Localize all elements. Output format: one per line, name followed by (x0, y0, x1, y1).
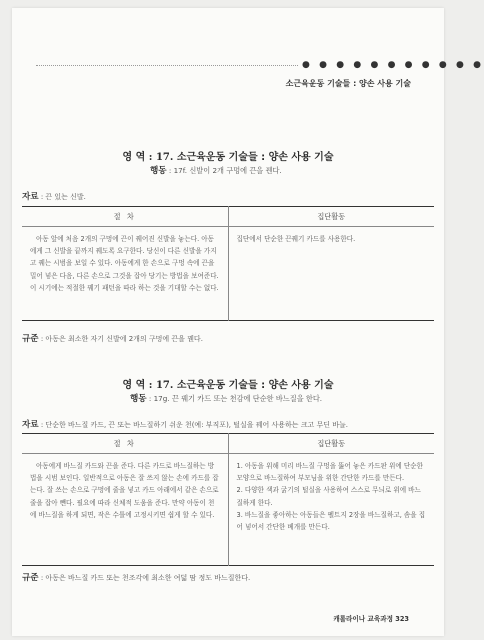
section-2-group-header: 집단활동 (228, 434, 434, 454)
section-2-materials-label: 자료 (22, 420, 39, 430)
section-1-table (22, 206, 434, 321)
section-2-procedure-text: 아동에게 바느질 카드와 끈을 준다. 다른 카드로 바느질하는 방법을 시범 보인다. 일반적으로 아동은 잘 쓰지 않는 손에 카드를 잡는다. 잘 쓰는 손으로 구멍에 줄을 넣고 카드 아래에서 같은 손으로 줄을 잡아 뺀다. 필요에 따라 신체적 도움을 준다. 만약 아동이 천에 바느질을 하게 되면, 작은 수틀에 고정시키면 쉽게 할 수 있다. (30, 462, 219, 519)
section-1-goal (150, 164, 282, 176)
section-2-domain: 소근육운동 기술들 : 양손 사용 기술 (176, 380, 334, 391)
section-1-domain: 소근육운동 기술들 : 양손 사용 기술 (176, 152, 334, 163)
section-2-goal-label: 행동 (130, 394, 147, 404)
section-2-criterion-text: : 아동은 바느질 카드 또는 천조각에 최소한 여덟 땀 정도 바느질한다. (40, 574, 251, 582)
header-bullet-row: ● ● ● ● ● ● ● ● ● ● ● (302, 60, 484, 70)
section-1-materials (22, 190, 86, 202)
section-1-group-header: 집단활동 (228, 207, 434, 227)
section-2-criterion (22, 571, 250, 583)
section-1-criterion-label: 규준 (22, 334, 39, 344)
section-1-group-cell (228, 227, 434, 321)
section-2-procedure-header: 절 차 (22, 434, 228, 454)
section-2-goal (130, 392, 322, 404)
section-2-procedure-cell (22, 454, 228, 566)
section-1-number: 영 역 : 17. (122, 152, 174, 163)
section-1-procedure-cell (22, 227, 228, 321)
section-2-table (22, 433, 434, 566)
section-2-number: 영 역 : 17. (122, 380, 174, 391)
section-1-goal-text: : 17f. 신발이 2개 구멍에 끈을 꿴다. (168, 166, 282, 175)
running-header: 소근육운동 기술들 : 양손 사용 기술 (285, 79, 411, 88)
section-1-goal-label: 행동 (150, 166, 167, 176)
section-1-materials-text: : 끈 있는 신발. (40, 193, 86, 201)
section-1-group-text: 집단에서 단순한 끈꿰기 카드를 사용한다. (236, 235, 356, 243)
section-1-title (12, 148, 444, 163)
section-1-procedure-text: 아동 앞에 처음 2개의 구멍에 끈이 꿰어진 신발을 놓는다. 아동에게 그 신발을 끝까지 꿰도록 요구한다. 당신이 다른 신발을 가지고 꿰는 시범을 보일 수 있다. 아동에게 한 손으로 구멍 속에 끈을 밀어 넣은 다음, 다른 손으로 그것을 잡아 당기는 방법을 보여준다. 이 시기에는 적절한 꿰기 패턴을 따라 하는 것을 기대할 수는 없다. (30, 235, 219, 292)
section-2-group-item: 1. 아동을 위해 미리 바느질 구멍을 뚫어 놓은 카드판 위에 단순한 모양으로 바느질하여 부모님을 위한 간단한 카드를 만든다. (236, 462, 423, 483)
page-footer: 캐롤라이나 교육과정 323 (333, 615, 409, 623)
section-1-criterion-text: : 아동은 최소한 자기 신발에 2개의 구멍에 끈을 꿴다. (40, 335, 203, 343)
book-page (12, 8, 484, 636)
section-2-criterion-label: 규준 (22, 573, 39, 583)
section-2-group-item: 3. 바느질을 좋아하는 아동들은 펠트지 2장을 바느질하고, 솜을 집어 넣어서 간단한 베개를 만든다. (236, 510, 426, 532)
section-2-goal-text: : 17g. 끈 꿰기 카드 또는 천감에 단순한 바느질을 한다. (148, 394, 323, 403)
section-1-procedure-header: 절 차 (22, 207, 228, 227)
section-2-group-item: 2. 다양한 색과 굵기의 털실을 사용하여 스스로 무늬로 위에 바느질하게 한다. (236, 486, 421, 507)
section-2-group-cell (228, 454, 434, 566)
section-1-materials-label: 자료 (22, 192, 39, 202)
section-1-criterion (22, 332, 203, 344)
section-2-materials-text: : 단순한 바느질 카드, 끈 또는 바느질하기 쉬운 천(예: 부직포), 털실을 꿰어 사용하는 크고 무딘 바늘. (40, 421, 349, 429)
header-dotted-rule (36, 65, 298, 66)
section-2-title (12, 376, 444, 391)
section-2-materials (22, 418, 348, 430)
